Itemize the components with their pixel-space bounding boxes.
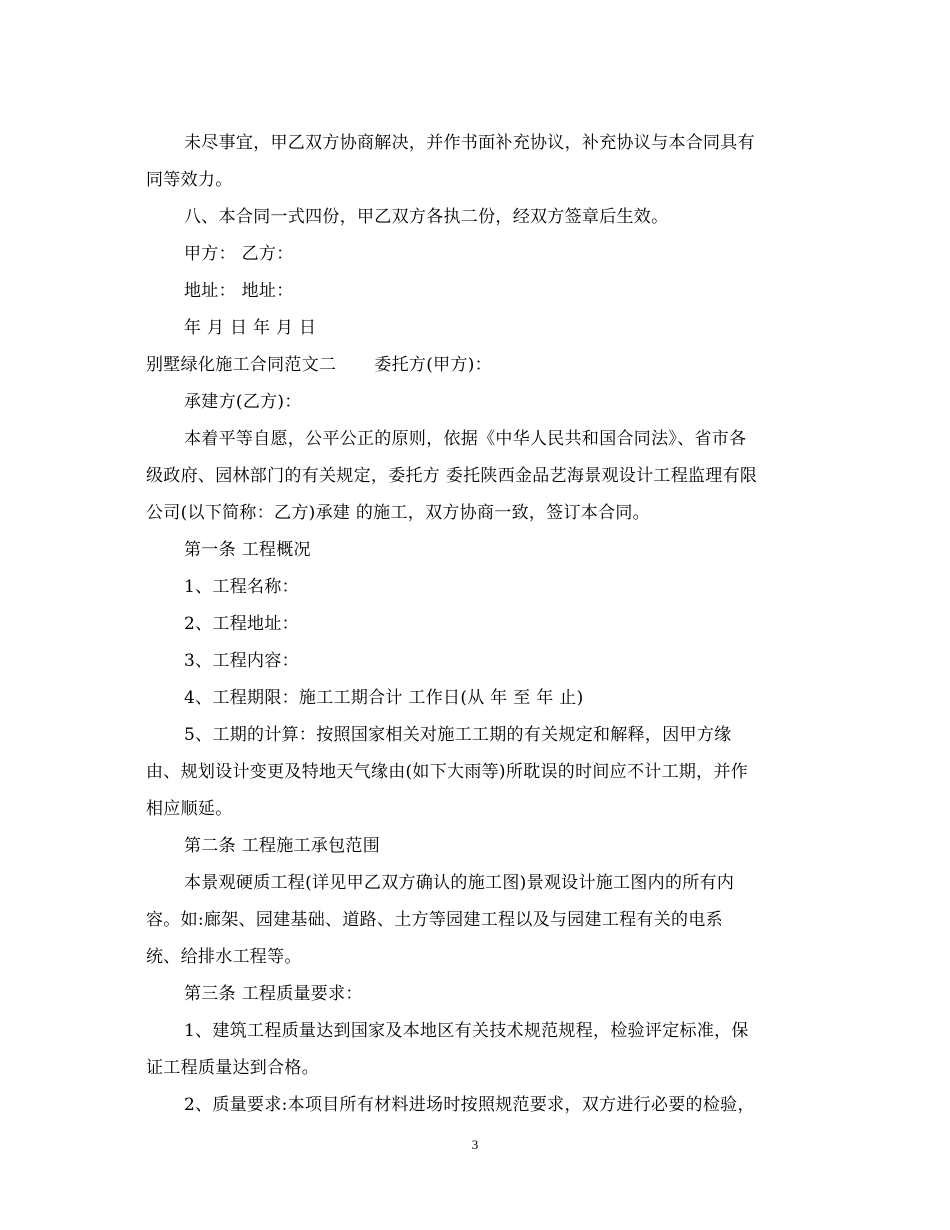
paragraph-line: 相应顺延。 (146, 799, 233, 819)
paragraph-line: 本景观硬质工程(详见甲乙双方确认的施工图)景观设计施工图内的所有内 (184, 873, 735, 893)
paragraph-line: 同等效力。 (146, 170, 233, 190)
paragraph-line: 由、规划设计变更及特地天气缘由(如下大雨等)所耽误的时间应不计工期，并作 (146, 762, 749, 782)
contractor-party-label: 承建方(乙方)： (184, 392, 302, 412)
paragraph-line: 本着平等自愿，公平公正的原则，依据《中华人民共和国合同法》、省市各 (184, 429, 747, 449)
article-heading: 第二条 工程施工承包范围 (184, 836, 381, 856)
page-number: 3 (471, 1137, 479, 1152)
paragraph-line: 未尽事宜，甲乙双方协商解决，并作书面补充协议，补充协议与本合同具有 (184, 133, 755, 153)
paragraph-line: 八、本合同一式四份，甲乙双方各执二份，经双方签章后生效。 (184, 207, 669, 227)
article-heading: 第三条 工程质量要求： (184, 984, 363, 1004)
list-item: 1、建筑工程质量达到国家及本地区有关技术规范规程，检验评定标准，保 (184, 1021, 749, 1041)
contract-heading-line (146, 355, 492, 375)
list-item: 4、工程期限：施工工期合计 工作日(从 年 至 年 止) (184, 688, 584, 708)
list-item: 5、工期的计算：按照国家相关对施工工期的有关规定和解释，因甲方缘 (184, 725, 732, 745)
paragraph-line: 证工程质量达到合格。 (146, 1058, 319, 1078)
paragraph-line: 公司(以下简称：乙方)承建 的施工，双方协商一致，签订本合同。 (146, 503, 650, 523)
list-item: 1、工程名称： (184, 577, 299, 597)
contract-title: 别墅绿化施工合同范文二 (146, 355, 337, 375)
article-heading: 第一条 工程概况 (184, 540, 311, 560)
list-item: 3、工程内容： (184, 651, 299, 671)
signature-party-line: 甲方： 乙方： (184, 244, 294, 264)
paragraph-line: 容。如:廊架、园建基础、道路、土方等园建工程以及与园建工程有关的电系 (146, 910, 723, 930)
list-item: 2、工程地址： (184, 614, 299, 634)
paragraph-line: 级政府、园林部门的有关规定，委托方 委托陕西金品艺海景观设计工程监理有限 (146, 466, 758, 486)
signature-address-line: 地址： 地址： (184, 281, 294, 301)
paragraph-line: 统、给排水工程等。 (146, 947, 302, 967)
signature-date-line: 年 月 日 年 月 日 (184, 318, 317, 338)
client-party-label: 委托方(甲方)： (374, 355, 492, 375)
list-item: 2、质量要求:本项目所有材料进场时按照规范要求，双方进行必要的检验， (184, 1095, 755, 1115)
